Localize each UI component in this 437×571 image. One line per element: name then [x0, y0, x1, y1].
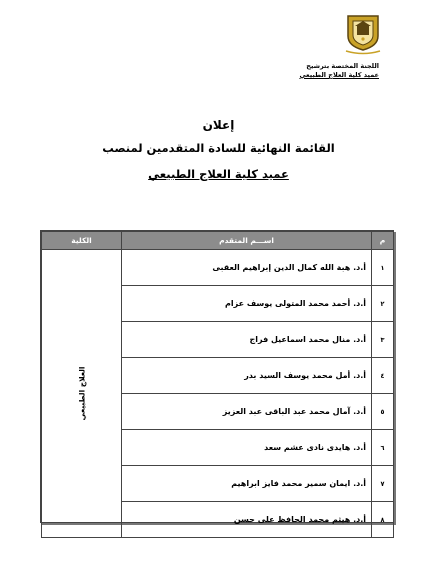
applicant-name: أ.د. أحمد محمد المتولى يوسف عزام: [122, 286, 372, 322]
row-number: ٧: [372, 466, 394, 502]
header-applicant-name: اســـم المتقدم: [122, 232, 372, 250]
row-number: ٨: [372, 502, 394, 538]
university-logo-icon: [340, 12, 386, 56]
row-number: ٤: [372, 358, 394, 394]
table-row: [42, 250, 394, 286]
committee-header: [229, 62, 379, 80]
applicant-name: أ.د. هيثم محمد الحافظ على حسن: [122, 502, 372, 538]
position-title: عميد كلية العلاج الطبيعي: [148, 167, 289, 181]
applicant-name: أ.د. منال محمد اسماعيل فراج: [122, 322, 372, 358]
announcement-title: إعلان: [202, 118, 235, 132]
faculty-name: العلاج الطبيعي: [77, 366, 86, 421]
committee-line-2: عميد كلية العلاج الطبيعي: [299, 71, 379, 79]
faculty-cell: [42, 250, 122, 538]
applicant-name: أ.د. هبة الله كمال الدين إبراهيم العقبى: [122, 250, 372, 286]
committee-line-1: اللجنة المختصة بترشيح: [306, 62, 379, 70]
applicant-name: أ.د. آمال محمد عبد الباقى عبد العزيز: [122, 394, 372, 430]
row-number: ٦: [372, 430, 394, 466]
row-number: ٥: [372, 394, 394, 430]
row-number: ١: [372, 250, 394, 286]
applicant-name: أ.د. ايمان سمير محمد فايز ابراهيم: [122, 466, 372, 502]
row-number: ٢: [372, 286, 394, 322]
header-faculty: الكلية: [42, 232, 122, 250]
applicant-name: أ.د. أمل محمد يوسف السيد بدر: [122, 358, 372, 394]
applicant-name: أ.د. هايدى نادى عشم سعد: [122, 430, 372, 466]
applicants-table: [40, 230, 394, 523]
list-title: القائمة النهائية للسادة المتقدمين لمنصب: [102, 141, 335, 155]
row-number: ٣: [372, 322, 394, 358]
header-number: م: [372, 232, 394, 250]
table-header-row: [42, 232, 394, 250]
